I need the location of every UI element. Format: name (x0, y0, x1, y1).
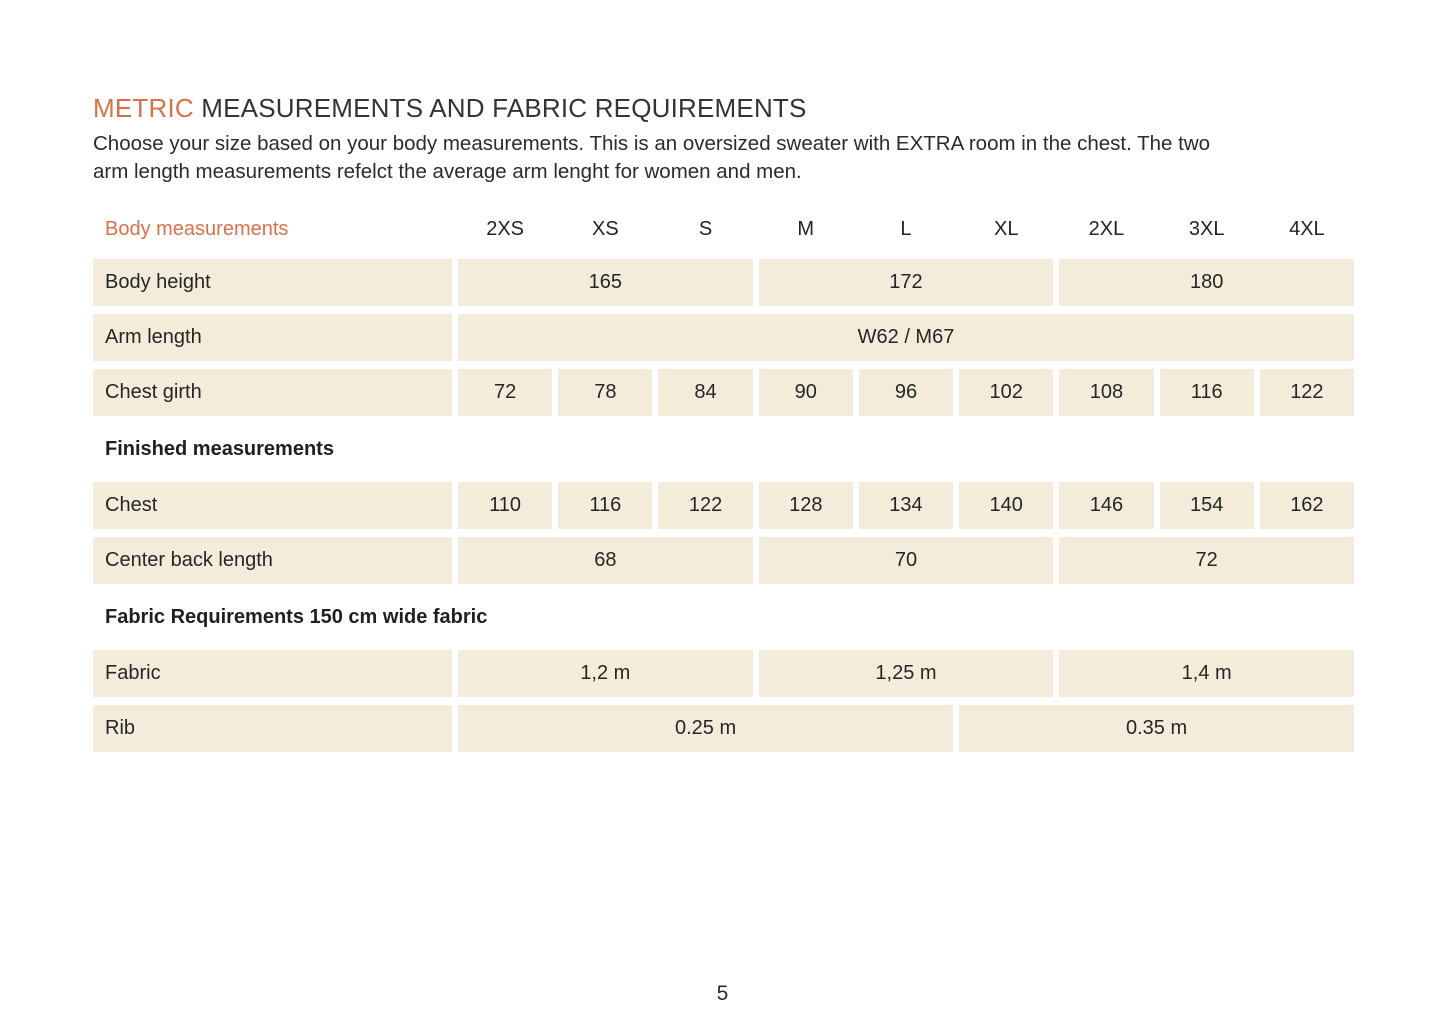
value-cell: 165 (458, 259, 753, 306)
value-cell: 122 (658, 482, 752, 529)
size-column-header-s: S (698, 217, 713, 240)
value-cell: 116 (1160, 369, 1254, 416)
value-cell: 172 (759, 259, 1054, 306)
title-rest: MEASUREMENTS AND FABRIC REQUIREMENTS (193, 93, 807, 123)
row-label-chest: Chest (93, 482, 452, 529)
value-cell: 162 (1260, 482, 1354, 529)
intro-paragraph (93, 130, 1354, 186)
value-cell: 134 (859, 482, 953, 529)
value-cell: 110 (458, 482, 552, 529)
value-cell: 116 (558, 482, 652, 529)
page-title (93, 93, 1354, 123)
value-cell: 122 (1260, 369, 1354, 416)
row-label-chest-girth: Chest girth (93, 369, 452, 416)
size-table (93, 212, 1354, 752)
intro-line-1: Choose your size based on your body measurements. This is an oversized sweater with EXTRA room in the chest. The two (93, 132, 1211, 155)
section-header-fabric-requirements-150-cm-wide-fabric: Fabric Requirements 150 cm wide fabric (105, 605, 488, 628)
table-header-row (93, 212, 1354, 246)
value-cell: 90 (759, 369, 853, 416)
table-row-chest-girth (93, 369, 1354, 416)
table-row-arm-length (93, 314, 1354, 361)
page-number: 5 (716, 982, 729, 1005)
value-cell: 78 (558, 369, 652, 416)
size-column-header-4xl: 4XL (1289, 217, 1325, 240)
row-label-center-back-length: Center back length (93, 537, 452, 584)
value-cell: 72 (458, 369, 552, 416)
value-cell: W62 / M67 (458, 314, 1354, 361)
row-label-arm-length: Arm length (93, 314, 452, 361)
value-cell: 70 (759, 537, 1054, 584)
table-row-chest (93, 482, 1354, 529)
size-column-header-2xl: 2XL (1088, 217, 1125, 240)
size-column-header-xs: XS (591, 217, 619, 240)
size-column-header-3xl: 3XL (1188, 217, 1225, 240)
value-cell: 68 (458, 537, 753, 584)
value-cell: 102 (959, 369, 1053, 416)
page-content (93, 0, 1354, 760)
value-cell: 96 (859, 369, 953, 416)
intro-line-2: arm length measurements refelct the average arm lenght for women and men. (93, 160, 802, 183)
value-cell: 108 (1059, 369, 1153, 416)
value-cell: 72 (1059, 537, 1354, 584)
table-header-label: Body measurements (105, 217, 289, 240)
size-column-header-m: M (797, 217, 815, 240)
value-cell: 180 (1059, 259, 1354, 306)
table-row-rib (93, 705, 1354, 752)
size-column-header-2xs: 2XS (486, 217, 525, 240)
table-row-center-back-length (93, 537, 1354, 584)
value-cell: 1,2 m (458, 650, 753, 697)
value-cell: 146 (1059, 482, 1153, 529)
size-column-header-xl: XL (993, 217, 1019, 240)
value-cell: 0.35 m (959, 705, 1354, 752)
value-cell: 0.25 m (458, 705, 953, 752)
value-cell: 1,4 m (1059, 650, 1354, 697)
size-column-header-l: L (900, 217, 912, 240)
value-cell: 128 (759, 482, 853, 529)
section-header-finished-measurements: Finished measurements (105, 437, 334, 460)
table-row-fabric (93, 650, 1354, 697)
value-cell: 140 (959, 482, 1053, 529)
row-label-body-height: Body height (93, 259, 452, 306)
row-label-fabric: Fabric (93, 650, 452, 697)
table-row-body-height (93, 259, 1354, 306)
value-cell: 1,25 m (759, 650, 1054, 697)
value-cell: 84 (658, 369, 752, 416)
value-cell: 154 (1160, 482, 1254, 529)
title-highlight: METRIC (93, 93, 194, 123)
row-label-rib: Rib (93, 705, 452, 752)
